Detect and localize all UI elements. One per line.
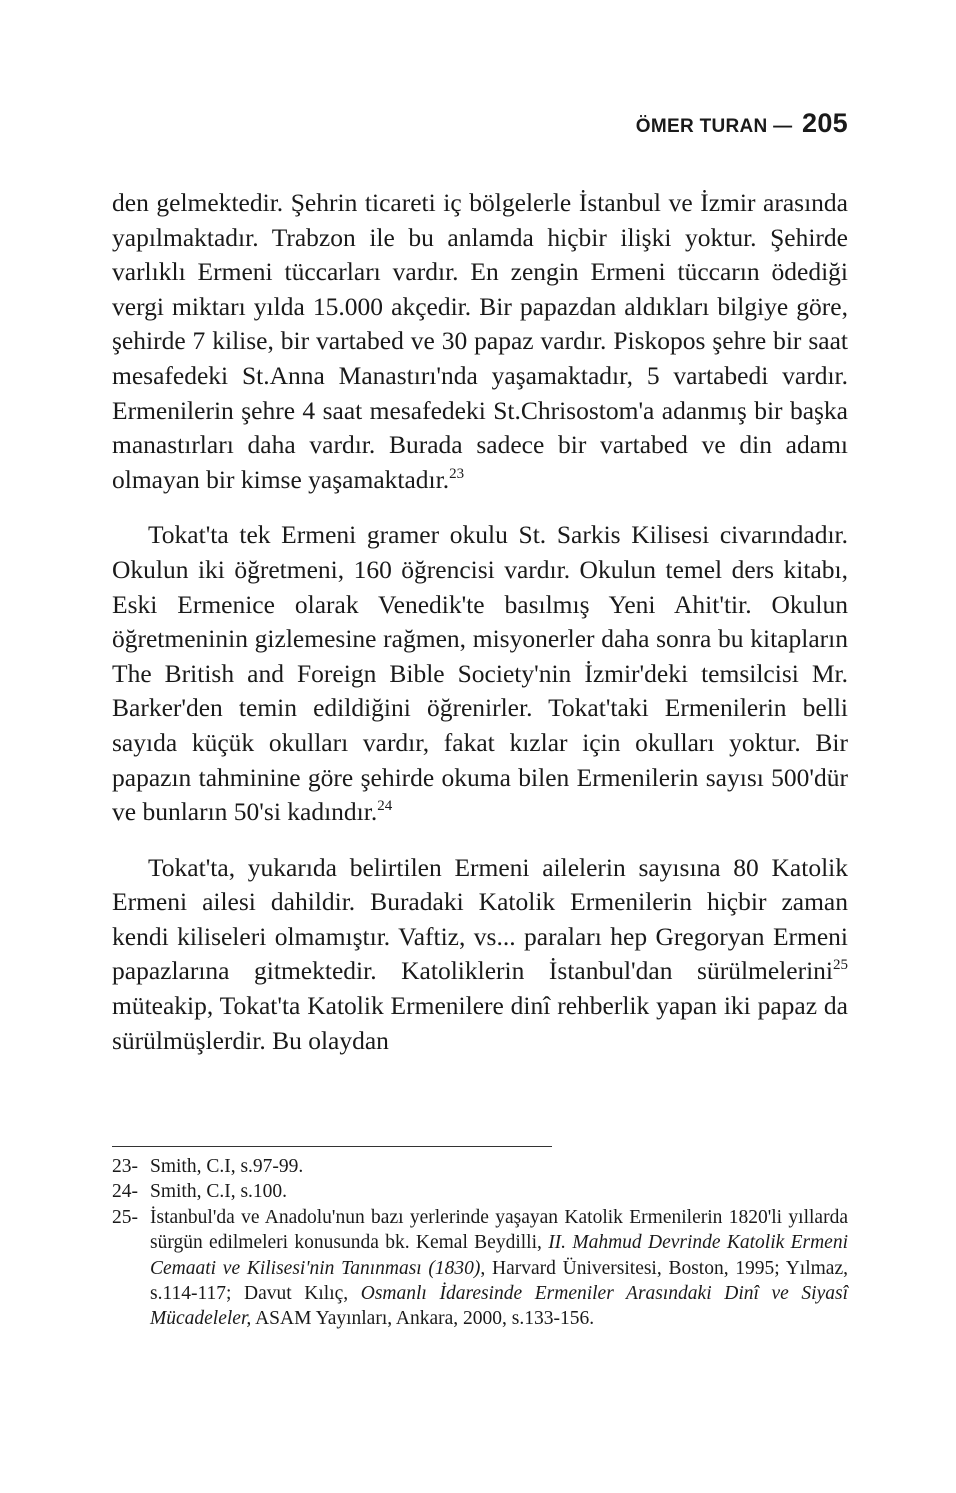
footnote-text-part: , Harvard Üniversitesi, Boston, 1995; Yılmaz, s.114-117; Davut Kılıç, xyxy=(150,1257,848,1305)
footnote-ref-25[interactable]: 25 xyxy=(833,957,848,974)
paragraph-1 xyxy=(112,186,848,497)
book-title-italic: II. Mahmud Devrinde Katolik Ermeni Cemaati ve Kilisesi'nin Tanınması (1830) xyxy=(150,1232,848,1279)
paragraph-2-text: Tokat'ta tek Ermeni gramer okulu St. Sarkis Kilisesi civarındadır. Okulun iki öğretmeni, 160 öğrencisi vardır. Okulun temel ders kitabı, Eski Ermenice olarak Venedik'te basılmış Yeni Ahit'tir. Okulun öğretmeninin gizlemesine rağmen, misyonerler daha sonra bu kitapların The British and Foreign Bible Society'nin İzmir'deki temsilcisi Mr. Barker'den temin edildiğini öğrenirler. Tokat'taki Ermenilerin belli sayıda küçük okulları vardır, fakat kızlar için okulları yoktur. Bir papazın tahminine göre şehirde okuma bilen Ermenilerin sayısı 500'dür ve bunların 50'si kadındır. xyxy=(112,520,848,827)
paragraph-3-text-start: Tokat'ta, yukarıda belirtilen Ermeni ailelerin sayısına 80 Katolik Ermeni ailesi dahildir. Buradaki Katolik Ermenilerin hiçbir zaman kendi kiliseleri olmamıştır. Vaftiz, vs... paraları hep Gregoryan Ermeni papazlarına gitmektedir. Katoliklerin İstanbul'dan sürülmelerini xyxy=(112,852,848,986)
footnote-separator xyxy=(112,1146,552,1147)
footnote-25 xyxy=(112,1205,848,1332)
paragraph-3-text-end: müteakip, Tokat'ta Katolik Ermenilere dinî rehberlik yapan iki papaz da sürülmüşlerdir. Bu olaydan xyxy=(112,991,848,1055)
page-number: 205 xyxy=(802,108,848,138)
book-title-italic: Osmanlı İdaresinde Ermeniler Arasındaki Dinî ve Siyasî Mücadeleler, xyxy=(150,1283,848,1330)
paragraph-1-text: den gelmektedir. Şehrin ticareti iç bölgelerle İstanbul ve İzmir arasında yapılmaktadır. Trabzon ile bu anlamda hiçbir ilişki yoktur. Şehirde varlıklı Ermeni tüccarları vardır. En zengin Ermeni tüccarın ödediği vergi miktarı yılda 15.000 akçedir. Bir papazdan aldıkları bilgiye göre, şehirde 7 kilise, bir vartabed ve 30 papaz vardır. Piskopos şehre bir saat mesafedeki St.Anna Manastırı'nda yaşamaktadır, 5 vartabedi vardır. Ermenilerin şehre 4 saat mesafedeki St.Chrisostom'a adanmış bir başka manastırları daha vardır. Burada sadece bir vartabed ve din adamı olmayan bir kimse yaşamaktadır. xyxy=(112,188,848,494)
footnote-text: Smith, C.I, s.100. xyxy=(150,1181,288,1203)
footnote-ref-24[interactable]: 24 xyxy=(377,798,393,815)
footnote-number: 25- xyxy=(112,1206,138,1228)
footnote-text-part: İstanbul'da ve Anadolu'nun bazı yerlerinde yaşayan Katolik Ermenilerin 1820'li yıllarda sürgün edilmeleri konusunda bk. Kemal Beydilli, xyxy=(150,1206,848,1254)
footnote-23 xyxy=(112,1154,848,1179)
footnote-text xyxy=(150,1205,848,1332)
footnote-24 xyxy=(112,1179,848,1204)
paragraph-2 xyxy=(112,518,848,829)
footnote-text: Smith, C.I, s.97-99. xyxy=(150,1156,304,1177)
footnote-ref-23[interactable]: 23 xyxy=(449,465,465,482)
footnotes xyxy=(112,1154,848,1332)
running-title: ÖMER TURAN — xyxy=(635,116,793,137)
main-text xyxy=(112,186,848,1058)
running-header xyxy=(110,108,848,139)
paragraph-3 xyxy=(112,851,848,1059)
footnote-number: 23- xyxy=(112,1156,138,1177)
footnote-number: 24- xyxy=(112,1181,138,1203)
footnote-text-part: ASAM Yayınları, Ankara, 2000, s.133-156. xyxy=(251,1308,595,1330)
